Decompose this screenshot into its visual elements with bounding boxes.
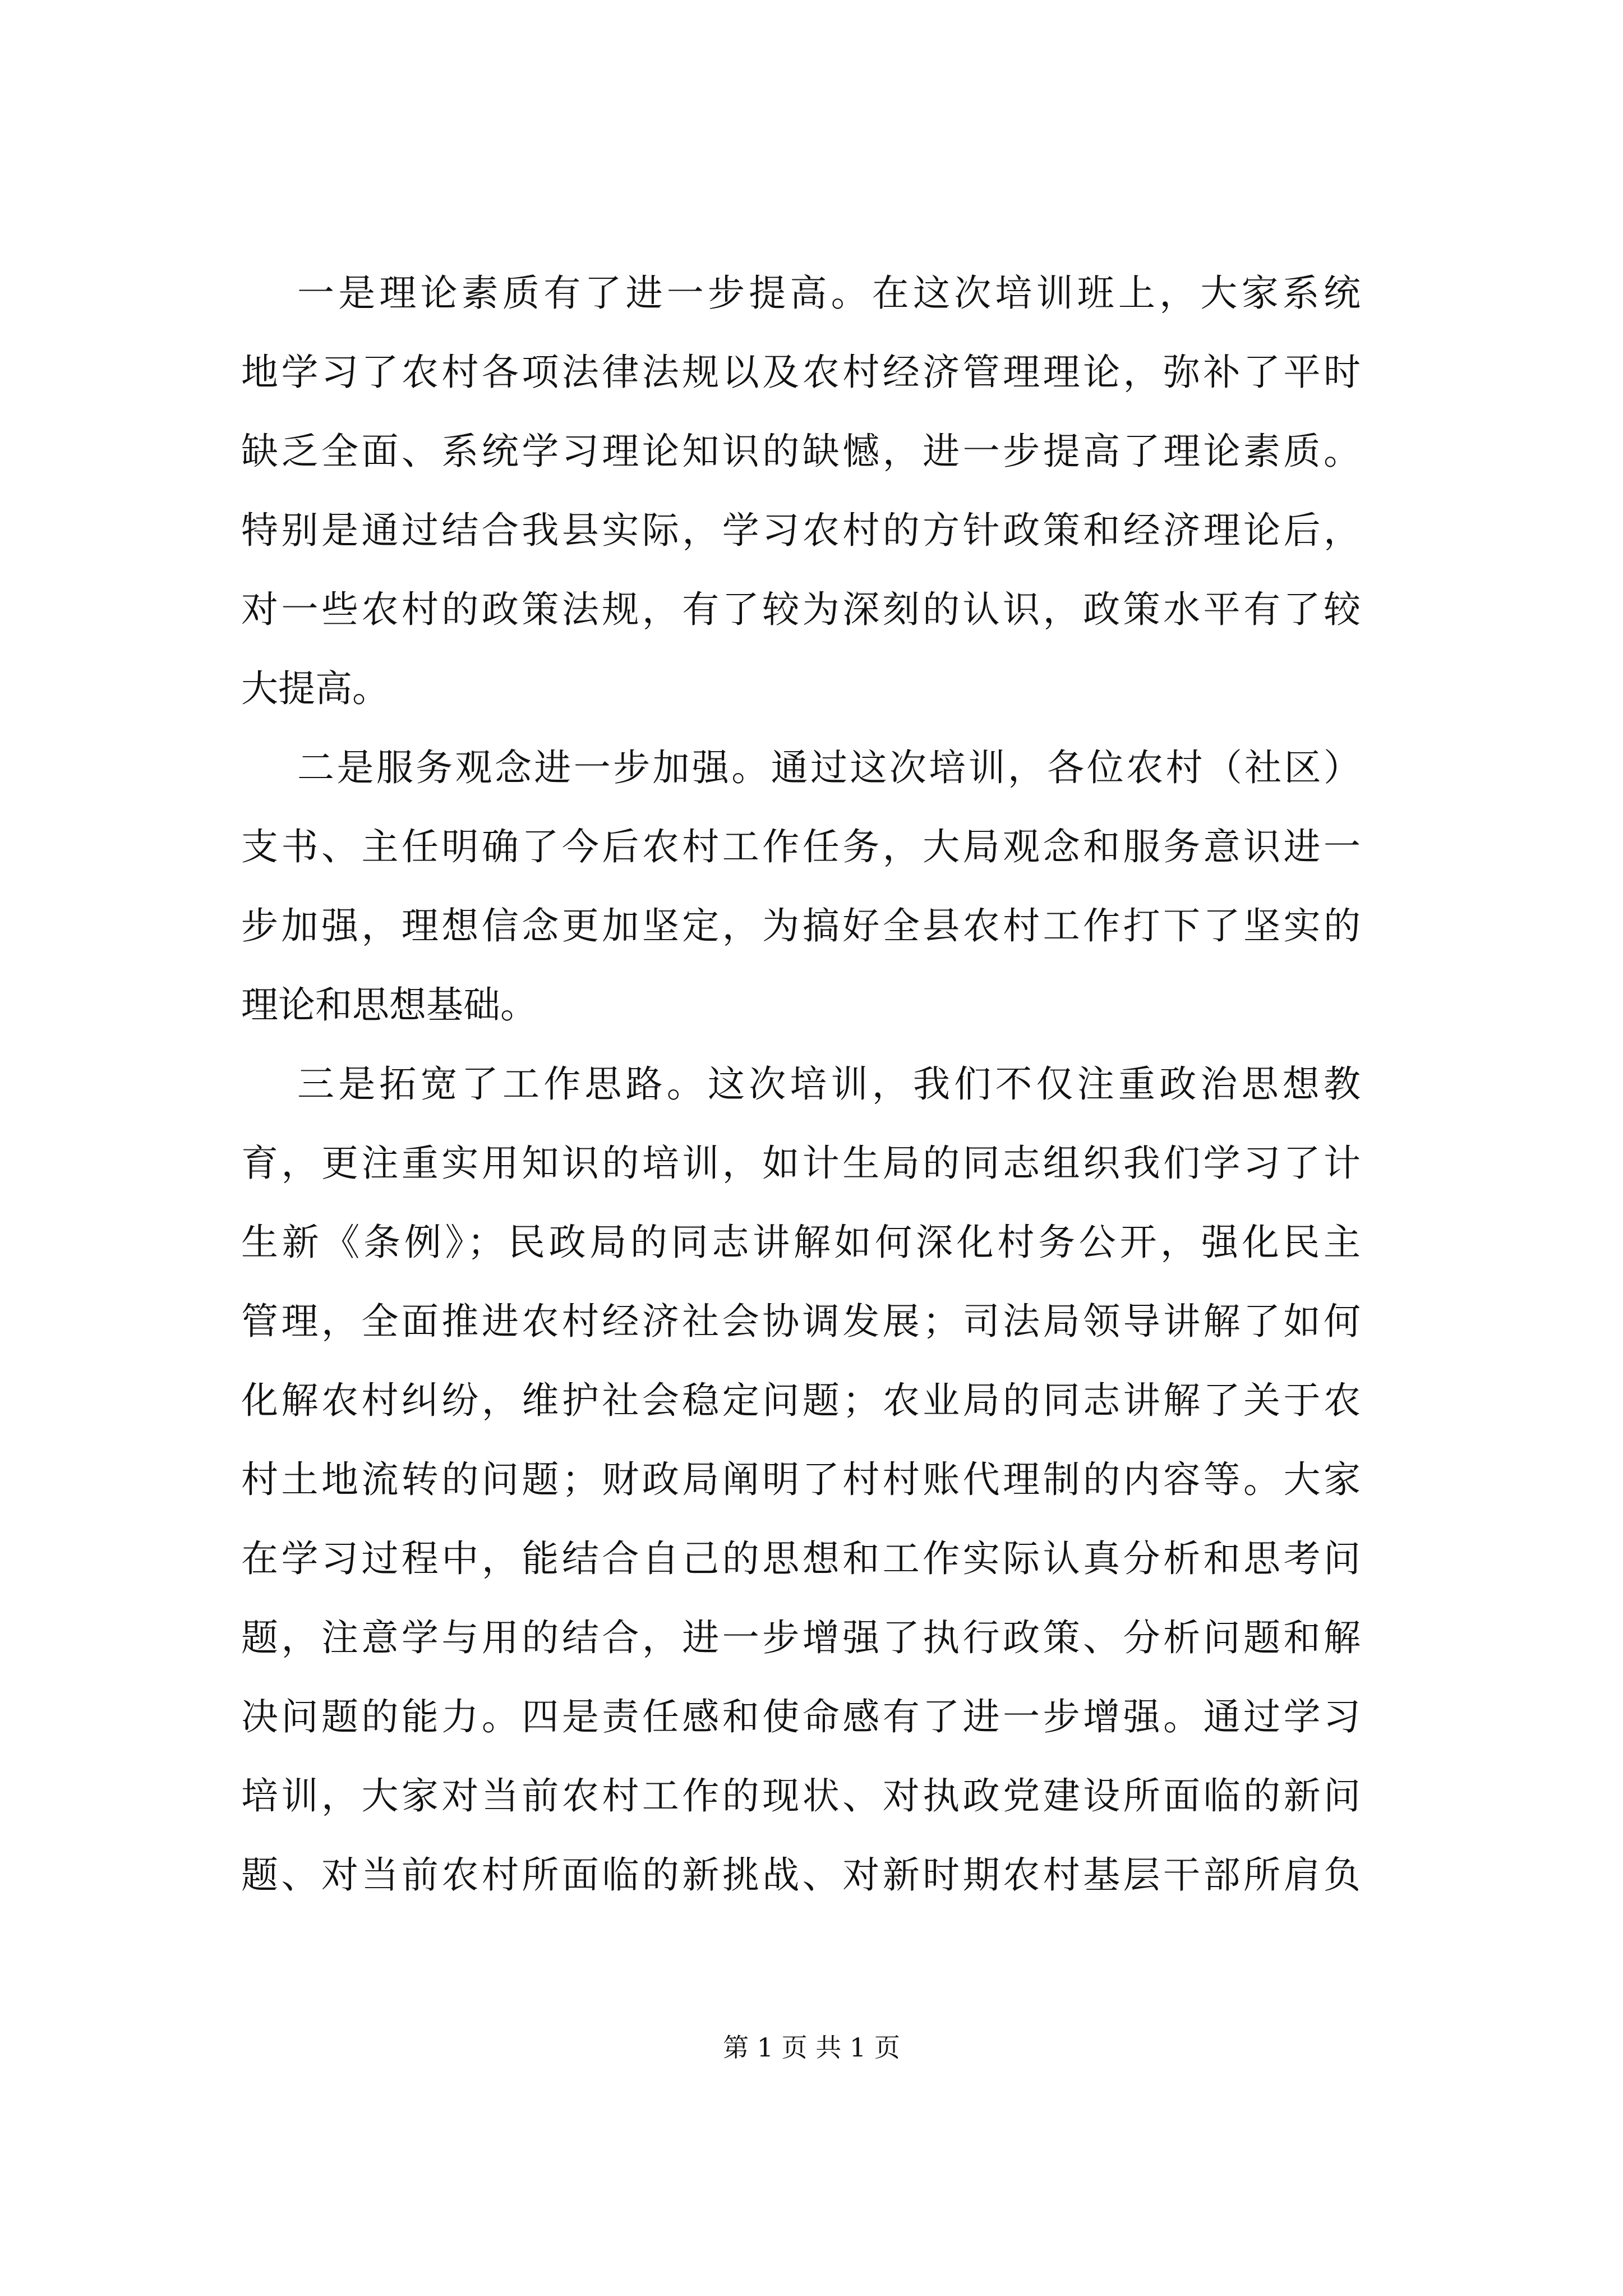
page-number-label: 第 1 页 共 1 页 [723, 2032, 900, 2063]
paragraph [241, 1045, 1361, 1915]
text-line: 支书、主任明确了今后农村工作任务，大局观念和服务意识进一 [241, 825, 1361, 868]
text-line: 特别是通过结合我县实际，学习农村的方针政策和经济理论后， [241, 509, 1361, 552]
text-line: 缺乏全面、系统学习理论知识的缺憾，进一步提高了理论素质。 [241, 430, 1361, 473]
document-body [241, 254, 1361, 1915]
text-line: 决问题的能力。四是责任感和使命感有了进一步增强。通过学习 [241, 1695, 1361, 1738]
text-line: 育，更注重实用知识的培训，如计生局的同志组织我们学习了计 [241, 1142, 1361, 1185]
paragraph [241, 254, 1361, 728]
text-line: 二是服务观念进一步加强。通过这次培训，各位农村（社区） [297, 746, 1361, 789]
text-line: 管理，全面推进农村经济社会协调发展；司法局领导讲解了如何 [241, 1300, 1361, 1343]
paragraph [241, 728, 1361, 1045]
text-line: 村土地流转的问题；财政局阐明了村村账代理制的内容等。大家 [241, 1458, 1361, 1501]
text-line: 地学习了农村各项法律法规以及农村经济管理理论，弥补了平时 [241, 351, 1361, 394]
page-footer [0, 2032, 1623, 2063]
text-line: 在学习过程中，能结合自己的思想和工作实际认真分析和思考问 [241, 1537, 1361, 1580]
text-line: 化解农村纠纷，维护社会稳定问题；农业局的同志讲解了关于农 [241, 1379, 1361, 1422]
text-line: 对一些农村的政策法规，有了较为深刻的认识，政策水平有了较 [241, 588, 1361, 631]
text-line: 大提高。 [241, 667, 389, 710]
text-line: 理论和思想基础。 [241, 983, 537, 1027]
text-line: 一是理论素质有了进一步提高。在这次培训班上，大家系统 [297, 272, 1361, 315]
text-line: 题、对当前农村所面临的新挑战、对新时期农村基层干部所肩负 [241, 1853, 1361, 1897]
text-line: 题，注意学与用的结合，进一步增强了执行政策、分析问题和解 [241, 1616, 1361, 1659]
text-line: 步加强，理想信念更加坚定，为搞好全县农村工作打下了坚实的 [241, 904, 1361, 947]
text-line: 培训，大家对当前农村工作的现状、对执政党建设所面临的新问 [241, 1774, 1361, 1818]
text-line: 生新《条例》；民政局的同志讲解如何深化村务公开，强化民主 [241, 1221, 1361, 1264]
text-line: 三是拓宽了工作思路。这次培训，我们不仅注重政治思想教 [297, 1062, 1361, 1106]
